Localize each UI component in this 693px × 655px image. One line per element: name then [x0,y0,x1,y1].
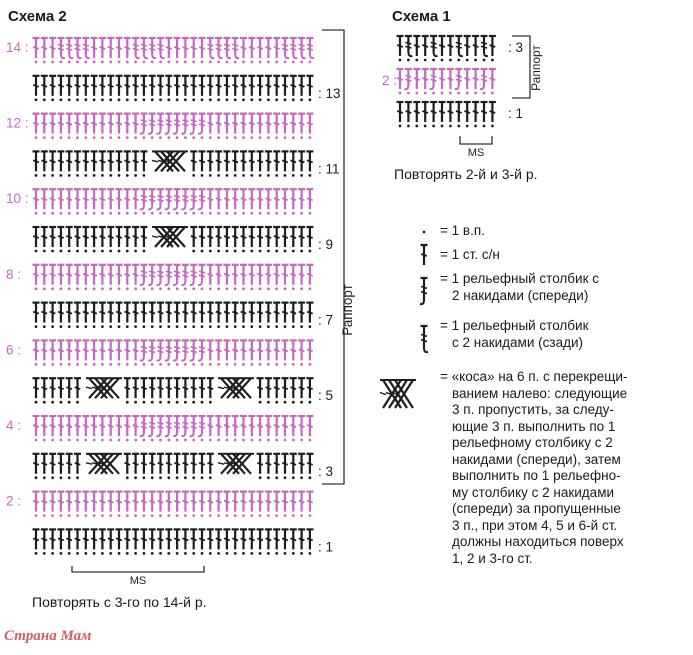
scheme1-ms-bracket [460,136,492,159]
scheme2-row-13 [33,76,341,101]
scheme2-row-number: : 7 [318,312,334,328]
legend-relief-front-text: = 1 рельефный столбик с 2 накидами (спереди) [440,271,599,303]
scheme1-row-number: : 1 [508,106,524,121]
scheme2-row-6 [6,340,313,365]
scheme2-row-number: : 1 [318,539,334,555]
legend-cable-text: = «коса» на 6 п. с перекрещи- ванием налево: следующие 3 п. пропустить, за следу- ющие 3 п. выполнить по 1 рельефному столбику с 2 накидами (спереди), затем выполнить по 1 рельефно- му столбику с 2 накидами (спереди) за пропущенные 3 п., при этом 4, 5 и 6-й ст. должны находиться поверх 1, 2 и 3-го ст. [440,369,628,566]
legend-double-crochet-text: = 1 ст. с/н [440,247,500,262]
scheme1-row-number: 2 : [382,73,398,88]
scheme2-row-number: : 11 [318,161,340,177]
watermark-logo: Страна Мам [4,628,92,644]
scheme2-row-1 [33,529,334,554]
scheme2-row-14 [6,38,314,63]
legend-chain-text: = 1 в.п. [440,223,485,238]
scheme2-repeat-label: Раппорт [340,284,355,336]
scheme2-title: Схема 2 [8,8,67,25]
cable-icon [380,380,416,408]
scheme2-row-number: 6 : [6,342,22,358]
scheme2-row-number: 10 : [6,191,29,207]
scheme1-row-number: : 3 [508,40,524,55]
scheme1-row-3 [397,36,524,61]
scheme1-caption: Повторять 2-й и 3-й р. [394,166,538,182]
legend-relief-back-text: = 1 рельефный столбик с 2 накидами (сзади) [440,318,589,350]
scheme2-row-number: : 13 [318,85,341,101]
scheme2-row-number: 8 : [6,266,22,282]
scheme2-row-11 [33,151,340,176]
scheme1-repeat-label: Раппорт [529,45,543,91]
relief-back-icon [421,326,429,352]
scheme2-row-12 [6,114,313,139]
scheme2-row-2 [6,492,313,517]
scheme2-row-8 [6,265,313,290]
scheme2-row-9 [33,227,334,252]
scheme2-row-number: : 9 [318,237,334,252]
legend-symbols [380,231,428,408]
chain-icon [423,231,426,234]
scheme2-row-number: 14 : [6,40,29,55]
scheme2-row-number: : 5 [318,388,334,404]
scheme2-caption: Повторять с 3-го по 14-й р. [32,594,207,610]
scheme2-row-number: 2 : [6,493,22,509]
scheme2-row-number: 4 : [6,418,22,433]
scheme2-row-3 [33,454,334,479]
scheme2-row-5 [33,378,334,403]
scheme1-row-2 [382,69,496,94]
double-crochet-icon [421,245,428,265]
scheme2-row-number: 12 : [6,115,29,131]
scheme2-row-10 [6,189,313,214]
scheme2-row-7 [33,303,334,328]
scheme2-ms-label: MS [129,575,147,587]
scheme1-ms-label: MS [467,147,485,159]
scheme1-title: Схема 1 [392,8,451,25]
relief-front-icon [420,278,428,304]
scheme2-row-number: : 3 [318,463,334,479]
scheme2-ms-bracket [72,566,204,587]
scheme1-row-1 [397,102,524,127]
scheme2-row-4 [6,416,313,441]
